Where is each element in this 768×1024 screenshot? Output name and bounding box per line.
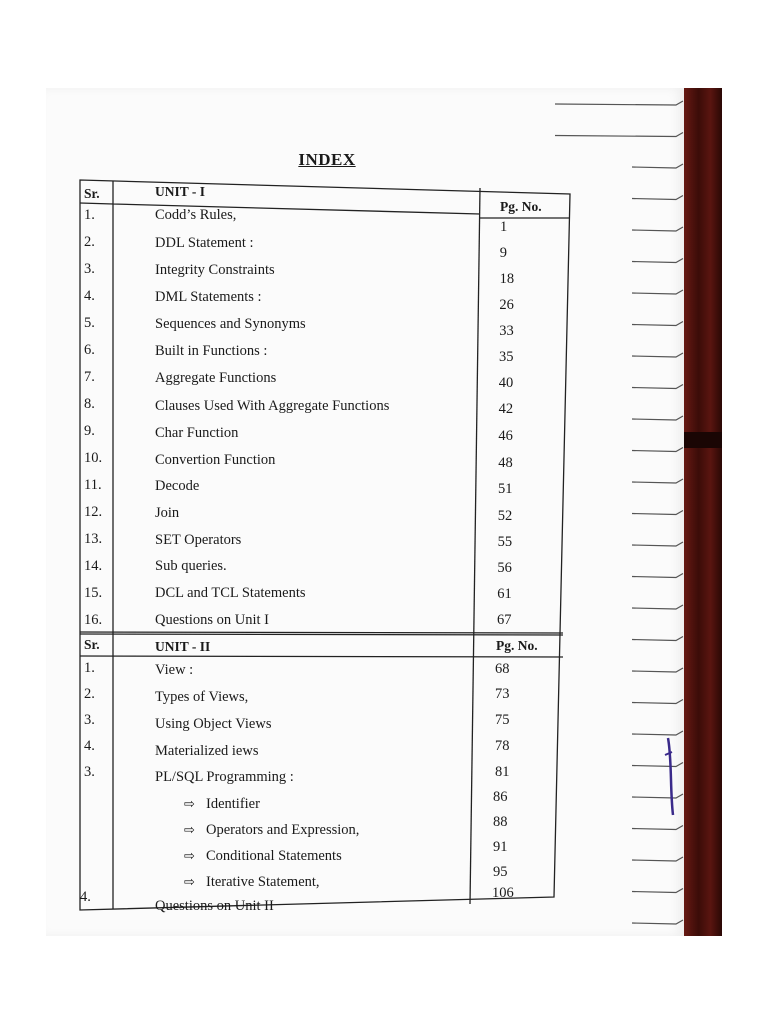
unit1-page-header: Pg. No. bbox=[500, 199, 542, 214]
arrow-right-icon: ⇨ bbox=[184, 875, 195, 890]
row-sr-number: 4. bbox=[84, 288, 95, 304]
row-topic: Materialized iews bbox=[155, 743, 259, 759]
row-topic: DML Statements : bbox=[155, 289, 262, 305]
page-title: INDEX bbox=[298, 150, 356, 169]
row-sr-number: 12. bbox=[84, 504, 103, 520]
row-page-number: 81 bbox=[495, 764, 510, 780]
row-topic: Codd’s Rules, bbox=[155, 207, 237, 223]
row-topic: View : bbox=[155, 662, 194, 678]
row-sr-number: 13. bbox=[84, 531, 103, 547]
row-page-number: 75 bbox=[495, 712, 510, 728]
unit2-sr-header: Sr. bbox=[84, 637, 100, 652]
unit1-sr-header: Sr. bbox=[84, 186, 100, 201]
row-sr-number: 8. bbox=[84, 396, 95, 412]
row-page-number: 78 bbox=[495, 738, 510, 754]
row-sr-number: 5. bbox=[84, 315, 95, 331]
row-topic: Char Function bbox=[155, 425, 239, 441]
arrow-right-icon: ⇨ bbox=[184, 823, 195, 838]
row-topic: Clauses Used With Aggregate Functions bbox=[155, 398, 390, 414]
unit2-page-header: Pg. No. bbox=[496, 638, 538, 653]
row-page-number: 46 bbox=[498, 428, 513, 444]
row-topic: Using Object Views bbox=[155, 716, 272, 732]
sub-topic-label: Operators and Expression, bbox=[206, 822, 360, 838]
row-page-number: 88 bbox=[493, 814, 508, 830]
row-topic: Sub queries. bbox=[155, 558, 227, 574]
row-sr-number: 1. bbox=[84, 207, 95, 223]
row-sr-number: 14. bbox=[84, 558, 103, 574]
row-topic: Questions on Unit II bbox=[155, 898, 274, 914]
row-page-number: 61 bbox=[497, 586, 512, 602]
arrow-right-icon: ⇨ bbox=[184, 797, 195, 812]
row-topic: Sequences and Synonyms bbox=[155, 316, 306, 332]
row-page-number: 106 bbox=[492, 885, 514, 901]
row-page-number: 95 bbox=[493, 864, 508, 880]
row-topic: PL/SQL Programming : bbox=[155, 769, 294, 785]
row-sr-number: 9. bbox=[84, 423, 95, 439]
row-topic: Convertion Function bbox=[155, 452, 276, 468]
row-sr-number: 1. bbox=[84, 660, 95, 676]
row-sr-number: 3. bbox=[84, 261, 95, 277]
unit2-title: UNIT - II bbox=[155, 639, 211, 654]
row-page-number: 1 bbox=[500, 219, 508, 235]
row-topic: Aggregate Functions bbox=[155, 370, 277, 386]
row-sr-number: 2. bbox=[84, 234, 95, 250]
unit1-title: UNIT - I bbox=[155, 184, 206, 199]
row-sr-number: 4. bbox=[80, 889, 91, 905]
arrow-right-icon: ⇨ bbox=[184, 849, 195, 864]
row-page-number: 56 bbox=[497, 560, 512, 576]
row-sr-number: 11. bbox=[84, 477, 102, 493]
row-sr-number: 6. bbox=[84, 342, 95, 358]
row-sr-number: 7. bbox=[84, 369, 95, 385]
row-page-number: 33 bbox=[499, 323, 514, 339]
row-page-number: 18 bbox=[499, 271, 515, 287]
row-page-number: 40 bbox=[498, 375, 514, 391]
row-page-number: 67 bbox=[497, 612, 512, 628]
sub-topic-label: Identifier bbox=[206, 796, 260, 812]
row-topic: DCL and TCL Statements bbox=[155, 585, 306, 601]
row-sr-number: 3. bbox=[84, 764, 95, 780]
row-page-number: 68 bbox=[495, 661, 510, 677]
row-page-number: 9 bbox=[499, 245, 508, 261]
row-topic: Join bbox=[155, 505, 180, 521]
row-page-number: 52 bbox=[497, 508, 513, 524]
row-page-number: 48 bbox=[498, 455, 513, 471]
row-page-number: 42 bbox=[498, 401, 514, 417]
row-sr-number: 2. bbox=[84, 686, 95, 702]
row-topic: Built in Functions : bbox=[155, 343, 268, 359]
row-topic: Integrity Constraints bbox=[155, 262, 275, 278]
row-topic: SET Operators bbox=[155, 532, 242, 548]
row-sr-number: 15. bbox=[84, 585, 103, 601]
row-page-number: 35 bbox=[499, 349, 514, 365]
row-page-number: 91 bbox=[493, 839, 508, 855]
row-page-number: 73 bbox=[495, 686, 510, 702]
row-sr-number: 10. bbox=[84, 450, 103, 466]
row-page-number: 26 bbox=[499, 297, 514, 313]
row-page-number: 86 bbox=[493, 789, 508, 805]
row-topic: Decode bbox=[155, 478, 200, 494]
row-sr-number: 16. bbox=[84, 612, 103, 628]
row-topic: DDL Statement : bbox=[155, 235, 254, 251]
sub-topic-label: Iterative Statement, bbox=[206, 874, 320, 890]
row-sr-number: 4. bbox=[84, 738, 95, 754]
row-page-number: 51 bbox=[498, 481, 513, 497]
sub-topic-label: Conditional Statements bbox=[206, 848, 342, 864]
row-topic: Questions on Unit I bbox=[155, 612, 269, 628]
row-page-number: 55 bbox=[497, 534, 513, 550]
row-sr-number: 3. bbox=[84, 712, 95, 728]
row-topic: Types of Views, bbox=[155, 689, 249, 705]
